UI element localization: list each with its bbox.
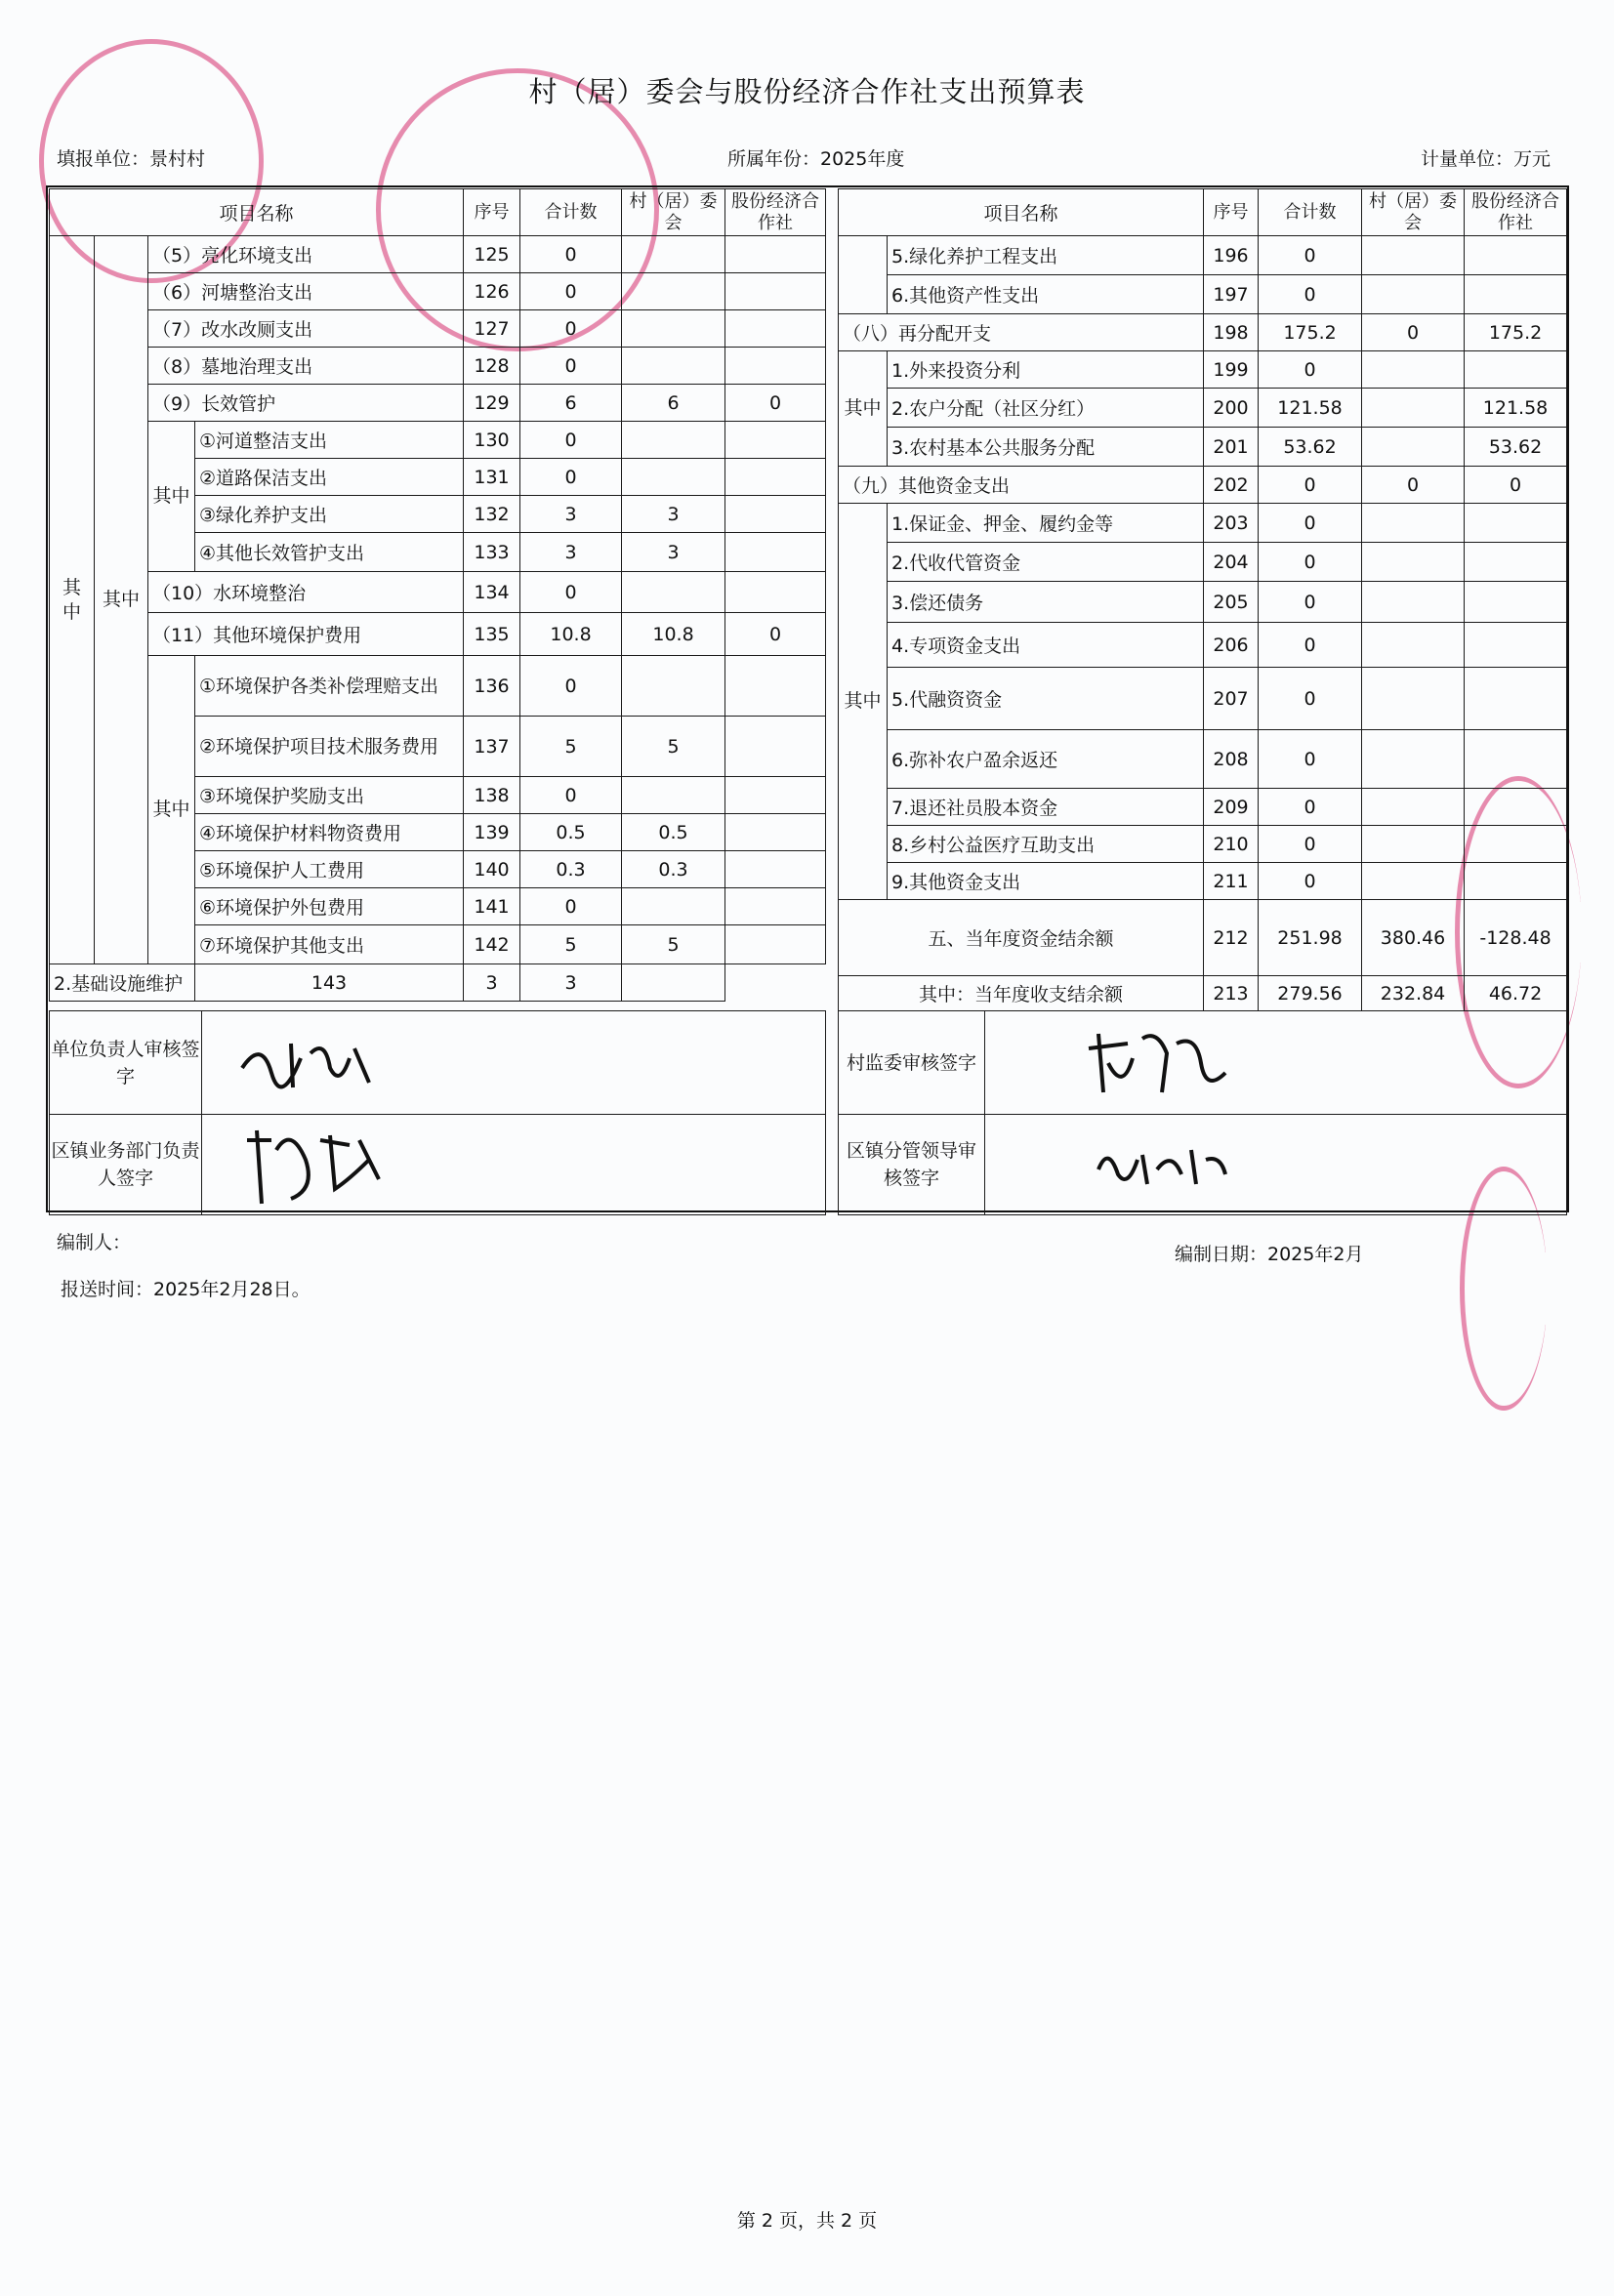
row-village: [622, 888, 725, 925]
row-total: 0: [520, 236, 622, 273]
row-seq: 132: [464, 496, 520, 533]
measure-unit: 计量单位：万元: [1421, 148, 1552, 170]
left-group-label-inner: 其中: [95, 236, 148, 964]
row-label: ④其他长效管护支出: [195, 533, 464, 572]
header-item-name: 项目名称: [839, 189, 1204, 236]
row-seq: 201: [1204, 428, 1259, 467]
row-label: 6.弥补农户盈余返还: [888, 730, 1204, 789]
row-seq: 211: [1204, 863, 1259, 900]
row-total: 0: [1259, 623, 1362, 668]
signature-table-right: [838, 1010, 1567, 1215]
row-coop: [1465, 623, 1567, 668]
row-seq: 208: [1204, 730, 1259, 789]
handwritten-signature-1: [232, 1029, 389, 1097]
row-village: [1362, 730, 1465, 789]
row-village: 3: [622, 533, 725, 572]
row-label: ⑥环境保护外包费用: [195, 888, 464, 925]
row-label: （7）改水改厕支出: [148, 310, 464, 348]
row-total: 0: [520, 572, 622, 613]
row-total: 0: [1259, 543, 1362, 582]
row-seq: 209: [1204, 789, 1259, 826]
row-village: 6: [622, 385, 725, 422]
row-seq: 125: [464, 236, 520, 273]
signature-table-left: [49, 1010, 826, 1215]
row-seq: 130: [464, 422, 520, 459]
row-label: 1.保证金、押金、履约金等: [888, 504, 1204, 543]
row-label: 7.退还社员股本资金: [888, 789, 1204, 826]
row-coop: [1465, 504, 1567, 543]
row-seq: 138: [464, 777, 520, 814]
row-label: 2.基础设施维护: [50, 964, 195, 1002]
header-total: 合计数: [520, 189, 622, 236]
row-village: [1362, 351, 1465, 389]
district-dept-signature-area: [202, 1115, 826, 1215]
left-budget-table: [49, 188, 826, 1002]
row-total: 0: [520, 310, 622, 348]
row-coop: [725, 348, 826, 385]
row-village: 5: [622, 717, 725, 777]
row-seq: 204: [1204, 543, 1259, 582]
row-coop: [725, 656, 826, 717]
row-coop: [1465, 826, 1567, 863]
row-label: （10）水环境整治: [148, 572, 464, 613]
row-seq: 210: [1204, 826, 1259, 863]
row-coop: [725, 925, 826, 964]
row-village: [1362, 789, 1465, 826]
row-label: 9.其他资金支出: [888, 863, 1204, 900]
row-total: 3: [520, 533, 622, 572]
row-village: [622, 656, 725, 717]
row-total: 6: [520, 385, 622, 422]
reporting-unit: 填报单位：景村村: [57, 148, 206, 170]
row-village: [622, 459, 725, 496]
row-total: 0.5: [520, 814, 622, 851]
row-coop: [622, 964, 725, 1002]
row-village: [1362, 826, 1465, 863]
row-village: [1362, 863, 1465, 900]
row-village: [1362, 668, 1465, 730]
row-coop: -128.48: [1465, 900, 1567, 976]
row-label: 1.外来投资分利: [888, 351, 1204, 389]
row-seq: 200: [1204, 389, 1259, 428]
row-seq: 197: [1204, 275, 1259, 314]
row-seq: 203: [1204, 504, 1259, 543]
header-village: 村（居）委会: [622, 189, 725, 236]
row-label: 2.代收代管资金: [888, 543, 1204, 582]
row-village: 380.46: [1362, 900, 1465, 976]
row-coop: [1465, 351, 1567, 389]
sub-group-label-environment: 其中: [148, 656, 195, 964]
row-coop: [725, 888, 826, 925]
row-seq: 198: [1204, 314, 1259, 351]
row-village: 232.84: [1362, 976, 1465, 1011]
row-total: 0: [520, 273, 622, 310]
header-seq: 序号: [1204, 189, 1259, 236]
row-village: [1362, 504, 1465, 543]
row-village: [622, 236, 725, 273]
row-total: 0: [1259, 504, 1362, 543]
row-label: ①河道整洁支出: [195, 422, 464, 459]
row-coop: [725, 422, 826, 459]
row-label: （5）亮化环境支出: [148, 236, 464, 273]
compiler-label: 编制人：: [57, 1232, 132, 1253]
row-total: 0: [520, 348, 622, 385]
row-coop: 0: [725, 385, 826, 422]
unit-head-signature-area: [202, 1011, 826, 1115]
row-label: 5.绿化养护工程支出: [888, 236, 1204, 275]
row-total: 3: [464, 964, 520, 1002]
row-seq: 128: [464, 348, 520, 385]
row-seq: 135: [464, 613, 520, 656]
row-village: [622, 348, 725, 385]
row-coop: [1465, 543, 1567, 582]
row-label: ⑤环境保护人工费用: [195, 851, 464, 888]
sub-group-label-redistribution: 其中: [839, 351, 888, 467]
row-village: [622, 422, 725, 459]
row-village: [1362, 236, 1465, 275]
row-coop: [725, 851, 826, 888]
row-total: 0: [520, 656, 622, 717]
row-village: 0: [1362, 314, 1465, 351]
row-seq: 139: [464, 814, 520, 851]
row-label: （9）长效管护: [148, 385, 464, 422]
row-total: 5: [520, 925, 622, 964]
handwritten-signature-3: [1079, 1024, 1235, 1102]
row-seq: 142: [464, 925, 520, 964]
row-coop: 175.2: [1465, 314, 1567, 351]
row-village: 0.3: [622, 851, 725, 888]
row-coop: [725, 572, 826, 613]
budget-year: 所属年份：2025年度: [727, 148, 905, 170]
row-village: [622, 777, 725, 814]
row-total: 0: [520, 459, 622, 496]
row-label: （九）其他资金支出: [839, 467, 1204, 504]
row-total: 0: [1259, 467, 1362, 504]
row-total: 0: [1259, 351, 1362, 389]
row-seq: 207: [1204, 668, 1259, 730]
row-seq: 134: [464, 572, 520, 613]
row-village: [1362, 428, 1465, 467]
row-coop: [1465, 789, 1567, 826]
row-coop: [1465, 236, 1567, 275]
header-village: 村（居）委会: [1362, 189, 1465, 236]
row-seq: 126: [464, 273, 520, 310]
row-label: （6）河塘整治支出: [148, 273, 464, 310]
row-label: ②环境保护项目技术服务费用: [195, 717, 464, 777]
row-total: 3: [520, 496, 622, 533]
row-label: （8）墓地治理支出: [148, 348, 464, 385]
row-label: （八）再分配开支: [839, 314, 1204, 351]
row-village: 0: [1362, 467, 1465, 504]
row-label: ③绿化养护支出: [195, 496, 464, 533]
row-village: 3: [622, 496, 725, 533]
row-seq: 213: [1204, 976, 1259, 1011]
row-coop: 121.58: [1465, 389, 1567, 428]
row-coop: 0: [1465, 467, 1567, 504]
row-seq: 131: [464, 459, 520, 496]
row-village: [1362, 275, 1465, 314]
row-total: 0.3: [520, 851, 622, 888]
row-total: 5: [520, 717, 622, 777]
row-village: [622, 572, 725, 613]
row-coop: [1465, 668, 1567, 730]
row-label: ③环境保护奖励支出: [195, 777, 464, 814]
row-label: ①环境保护各类补偿理赔支出: [195, 656, 464, 717]
row-total: 0: [1259, 236, 1362, 275]
row-total: 175.2: [1259, 314, 1362, 351]
row-coop: 53.62: [1465, 428, 1567, 467]
row-total: 0: [1259, 863, 1362, 900]
row-total: 251.98: [1259, 900, 1362, 976]
row-village: [622, 273, 725, 310]
left-group-label-outer: 其中: [50, 236, 95, 964]
row-seq: 212: [1204, 900, 1259, 976]
row-seq: 129: [464, 385, 520, 422]
row-total: 0: [1259, 730, 1362, 789]
row-total: 121.58: [1259, 389, 1362, 428]
row-total: 53.62: [1259, 428, 1362, 467]
handwritten-signature-4: [1089, 1130, 1235, 1199]
district-dept-signature-label: 区镇业务部门负责人签字: [50, 1115, 202, 1215]
district-leader-signature-label: 区镇分管领导审核签字: [839, 1115, 985, 1215]
row-village: 10.8: [622, 613, 725, 656]
row-label: 8.乡村公益医疗互助支出: [888, 826, 1204, 863]
row-village: [1362, 389, 1465, 428]
row-seq: 133: [464, 533, 520, 572]
row-coop: [725, 496, 826, 533]
row-label: 其中：当年度收支结余额: [839, 976, 1204, 1011]
row-coop: [1465, 730, 1567, 789]
row-total: 0: [1259, 275, 1362, 314]
row-coop: [725, 273, 826, 310]
row-seq: 136: [464, 656, 520, 717]
row-coop: [725, 459, 826, 496]
row-coop: [725, 814, 826, 851]
row-label: （11）其他环境保护费用: [148, 613, 464, 656]
row-seq: 202: [1204, 467, 1259, 504]
row-coop: [725, 236, 826, 273]
row-coop: [1465, 863, 1567, 900]
row-total: 0: [520, 888, 622, 925]
row-village: [1362, 543, 1465, 582]
row-label: ④环境保护材料物资费用: [195, 814, 464, 851]
row-coop: [725, 777, 826, 814]
page-number: 第 2 页，共 2 页: [736, 2210, 878, 2232]
unit-head-signature-label: 单位负责人审核签字: [50, 1011, 202, 1115]
row-village: [622, 310, 725, 348]
row-seq: 137: [464, 717, 520, 777]
row-total: 0: [520, 777, 622, 814]
page-title: 村（居）委会与股份经济合作社支出预算表: [528, 75, 1086, 108]
row-village: 3: [520, 964, 622, 1002]
row-seq: 206: [1204, 623, 1259, 668]
row-coop: [1465, 582, 1567, 623]
submit-time: 报送时间：2025年2月28日。: [61, 1279, 310, 1300]
row-label: ⑦环境保护其他支出: [195, 925, 464, 964]
row-seq: 143: [195, 964, 464, 1002]
row-label: 5.代融资资金: [888, 668, 1204, 730]
row-label: 6.其他资产性支出: [888, 275, 1204, 314]
header-item-name: 项目名称: [50, 189, 464, 236]
header-coop: 股份经济合作社: [725, 189, 826, 236]
row-coop: [725, 310, 826, 348]
row-village: [1362, 623, 1465, 668]
row-village: 0.5: [622, 814, 725, 851]
row-coop: 46.72: [1465, 976, 1567, 1011]
row-seq: 199: [1204, 351, 1259, 389]
row-total: 279.56: [1259, 976, 1362, 1011]
sub-group-label-other-funds: 其中: [839, 504, 888, 900]
row-seq: 127: [464, 310, 520, 348]
row-coop: [725, 717, 826, 777]
row-total: 0: [1259, 582, 1362, 623]
row-coop: [1465, 275, 1567, 314]
handwritten-signature-2: [232, 1121, 398, 1209]
village-supervisor-signature-area: [985, 1011, 1567, 1115]
compile-date: 编制日期：2025年2月: [1175, 1244, 1364, 1265]
header-total: 合计数: [1259, 189, 1362, 236]
row-seq: 140: [464, 851, 520, 888]
header-coop: 股份经济合作社: [1465, 189, 1567, 236]
row-label: ②道路保洁支出: [195, 459, 464, 496]
row-total: 0: [1259, 789, 1362, 826]
row-total: 10.8: [520, 613, 622, 656]
row-seq: 205: [1204, 582, 1259, 623]
row-coop: [725, 533, 826, 572]
row-seq: 196: [1204, 236, 1259, 275]
right-budget-table: [838, 188, 1567, 1011]
row-coop: 0: [725, 613, 826, 656]
row-seq: 141: [464, 888, 520, 925]
row-total: 0: [520, 422, 622, 459]
village-supervisor-signature-label: 村监委审核签字: [839, 1011, 985, 1115]
row-label: 4.专项资金支出: [888, 623, 1204, 668]
row-label: 3.农村基本公共服务分配: [888, 428, 1204, 467]
row-label: 五、当年度资金结余额: [839, 900, 1204, 976]
row-total: 0: [1259, 826, 1362, 863]
row-total: 0: [1259, 668, 1362, 730]
district-leader-signature-area: [985, 1115, 1567, 1215]
header-seq: 序号: [464, 189, 520, 236]
row-label: 3.偿还债务: [888, 582, 1204, 623]
row-label: 2.农户分配（社区分红）: [888, 389, 1204, 428]
row-village: [1362, 582, 1465, 623]
sub-group-label-maintenance: 其中: [148, 422, 195, 572]
row-village: 5: [622, 925, 725, 964]
